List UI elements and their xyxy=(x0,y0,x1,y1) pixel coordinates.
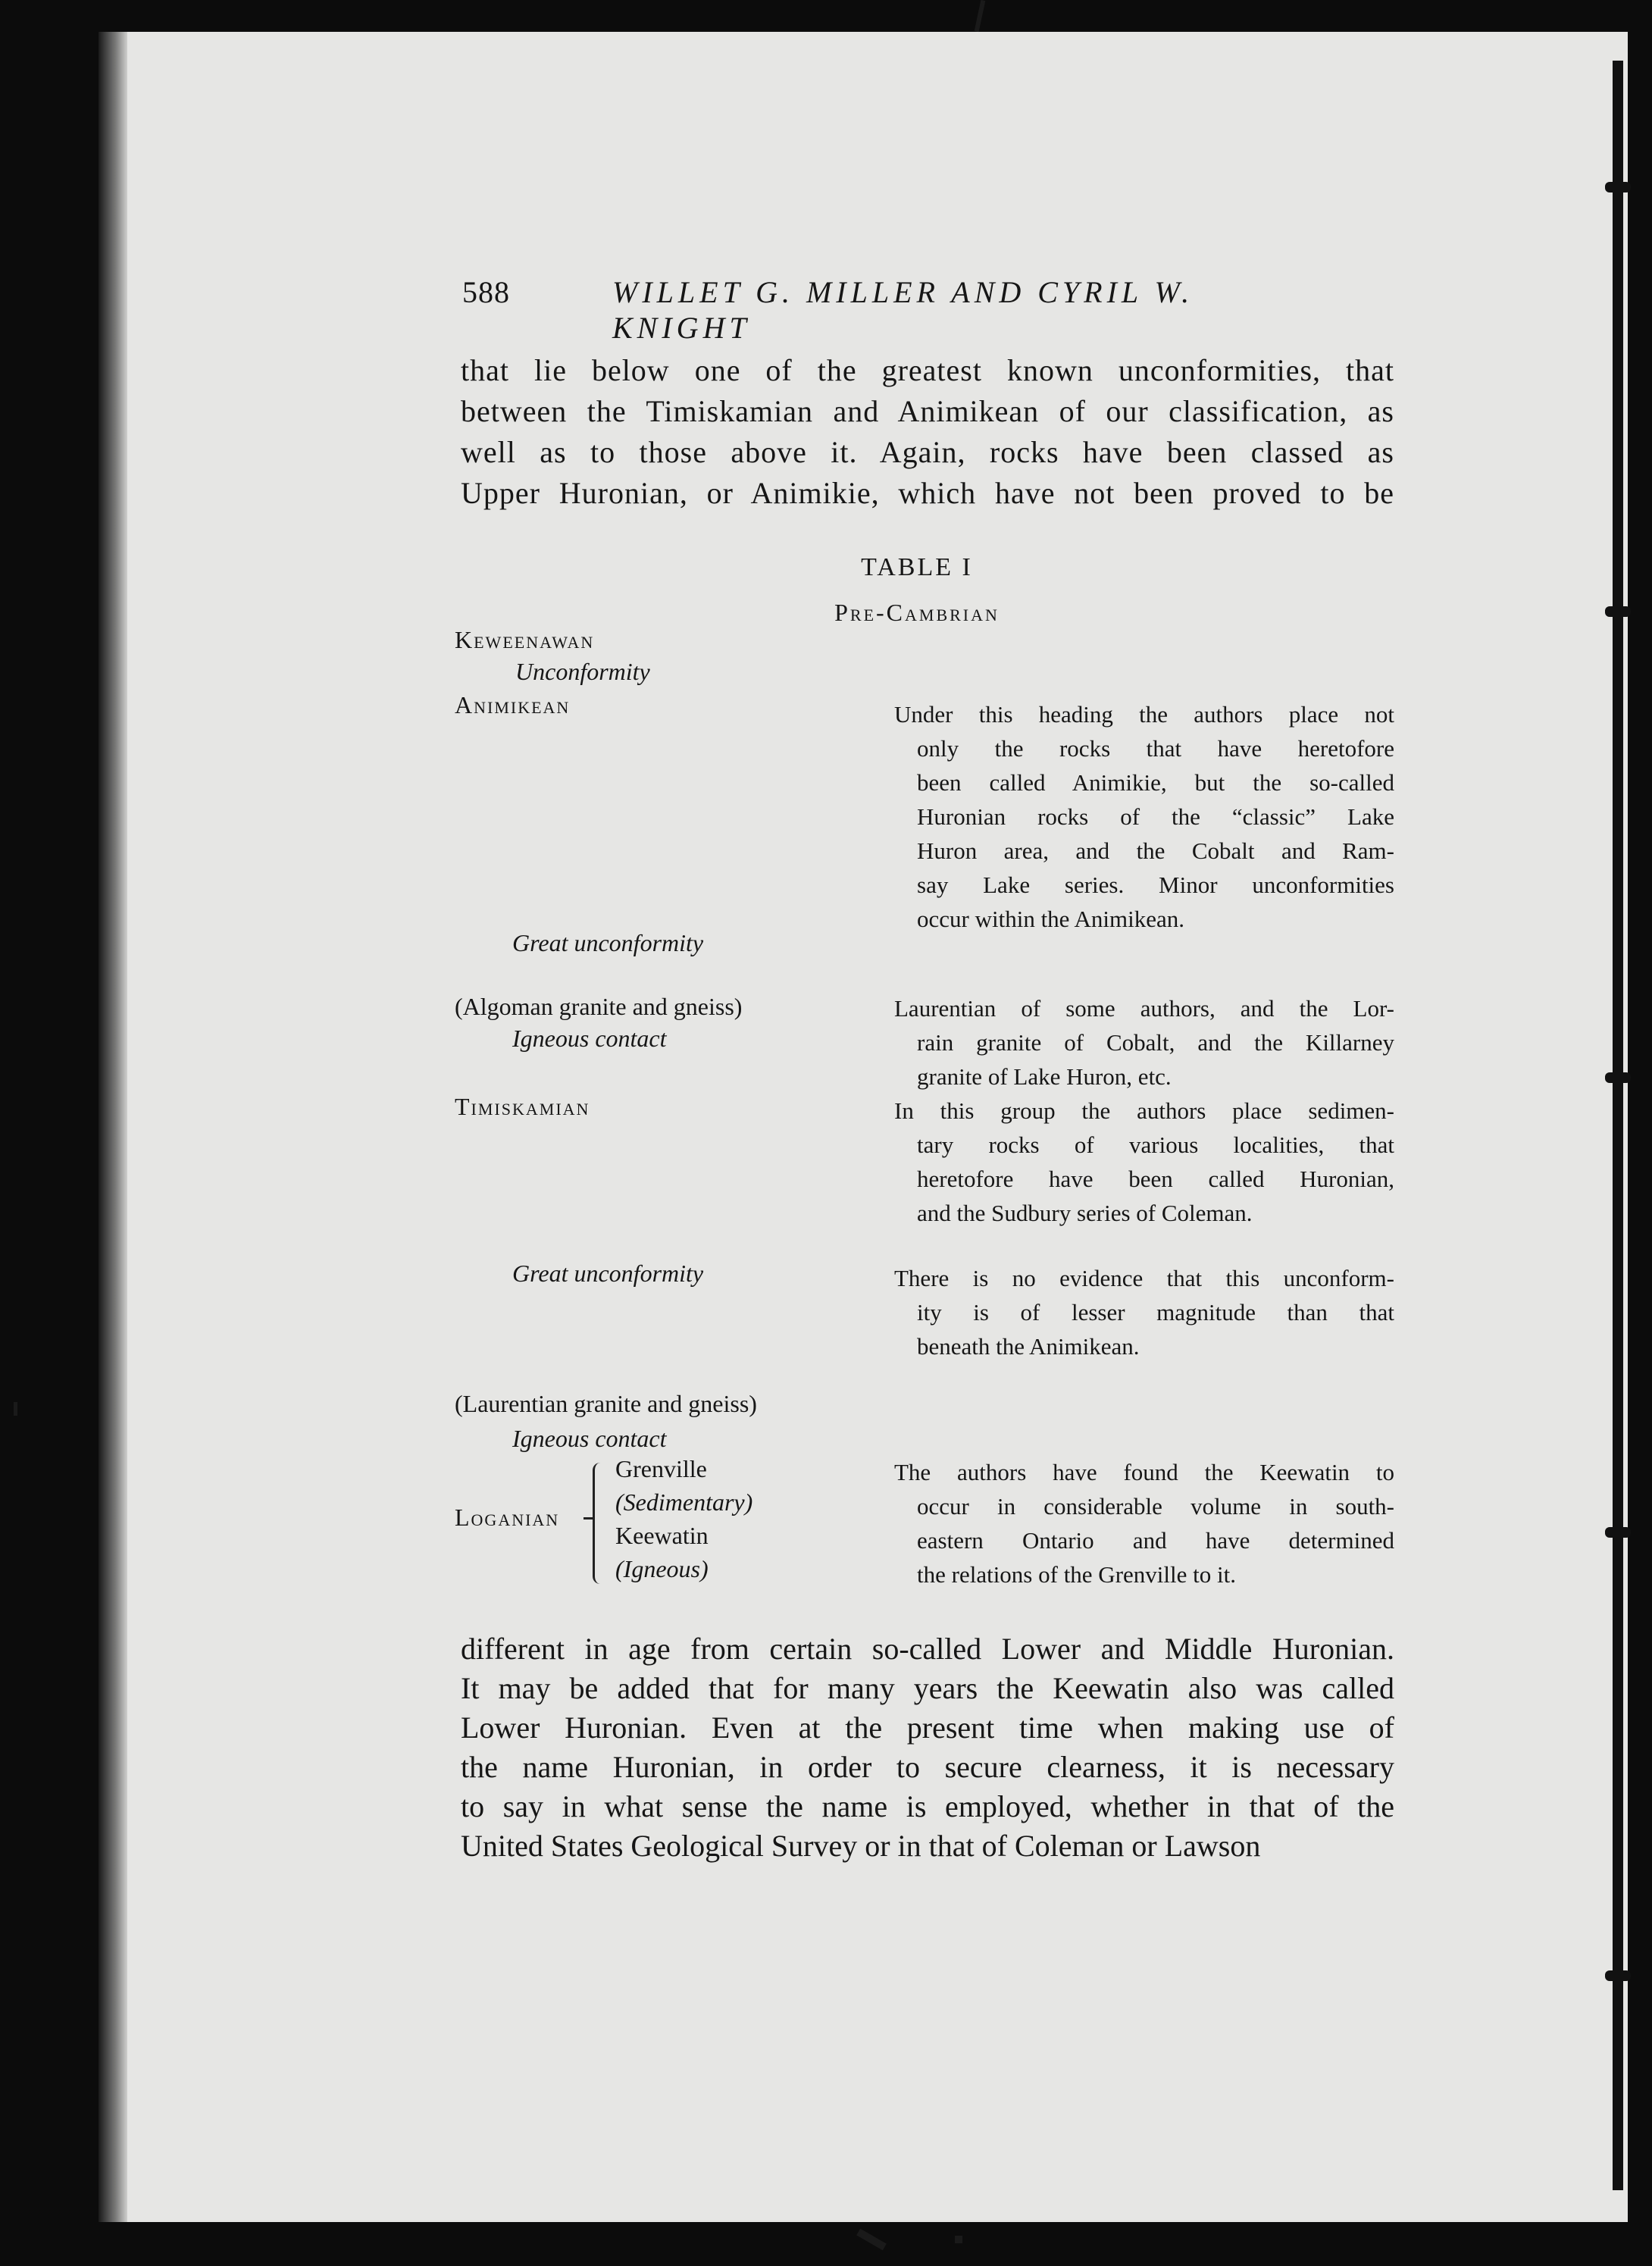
loganian-item: Keewatin xyxy=(615,1522,709,1549)
binding-staple xyxy=(1605,1072,1631,1083)
algoman-label: (Algoman granite and gneiss) xyxy=(455,993,743,1020)
text-line: Lower Huronian. Even at the present time when making use of xyxy=(461,1710,1394,1745)
laurentian-label: (Laurentian granite and gneiss) xyxy=(455,1390,757,1417)
text-line: United States Geological Survey or in that of Coleman or Lawson xyxy=(461,1829,1261,1863)
text-line: been called Animikie, but the so-called xyxy=(917,769,1394,796)
igneous-contact-label: Igneous contact xyxy=(512,1025,667,1052)
text-line: only the rocks that have heretofore xyxy=(917,735,1394,762)
scan-mark xyxy=(975,0,986,32)
unconformity-label: Unconformity xyxy=(515,658,650,685)
bottom-paragraph xyxy=(461,1629,1394,1866)
text-line: occur within the Animikean. xyxy=(917,906,1184,932)
era-animikean: Animikean xyxy=(455,691,571,718)
text-line: between the Timiskamian and Animikean of our classification, as xyxy=(461,394,1394,428)
text-line: well as to those above it. Again, rocks have been classed as xyxy=(461,435,1394,469)
loganian-brace xyxy=(593,1463,607,1584)
page-left-edge xyxy=(99,32,127,2222)
scan-mark xyxy=(856,2229,887,2251)
great-unconformity-label: Great unconformity xyxy=(512,1260,704,1287)
text-line: rain granite of Cobalt, and the Killarney xyxy=(917,1029,1394,1056)
text-line: In this group the authors place sedimen- xyxy=(894,1097,1394,1124)
binding-staple xyxy=(1605,182,1631,192)
loganian-note xyxy=(894,1455,1394,1592)
text-line: beneath the Animikean. xyxy=(917,1333,1140,1360)
animikean-note xyxy=(894,697,1394,936)
loganian-brace-tip xyxy=(584,1517,594,1520)
text-line: occur in considerable volume in south- xyxy=(917,1493,1394,1520)
unconformity-note xyxy=(894,1261,1394,1363)
text-line: the name Huronian, in order to secure clearness, it is necessary xyxy=(461,1750,1394,1784)
text-line: the relations of the Grenville to it. xyxy=(917,1561,1236,1588)
great-unconformity-label: Great unconformity xyxy=(512,929,704,956)
text-line: There is no evidence that this unconform- xyxy=(894,1265,1394,1291)
binding-edge xyxy=(1613,61,1623,2190)
era-timiskamian: Timiskamian xyxy=(455,1093,590,1120)
era-loganian: Loganian xyxy=(455,1504,560,1531)
text-line: to say in what sense the name is employed, whether in that of the xyxy=(461,1789,1394,1823)
running-head-authors: WILLET G. MILLER AND CYRIL W. KNIGHT xyxy=(612,275,1194,345)
text-line: Laurentian of some authors, and the Lor- xyxy=(894,995,1394,1022)
text-line: granite of Lake Huron, etc. xyxy=(917,1063,1172,1090)
top-paragraph xyxy=(461,350,1394,514)
text-line: Huronian rocks of the “classic” Lake xyxy=(917,803,1394,830)
table-subtitle: Pre-Cambrian xyxy=(834,599,1000,626)
text-line: tary rocks of various localities, that xyxy=(917,1131,1394,1158)
text-line: Under this heading the authors place not xyxy=(894,701,1394,728)
text-line: ity is of lesser magnitude than that xyxy=(917,1299,1394,1325)
loganian-item: (Igneous) xyxy=(615,1555,709,1582)
timiskamian-note xyxy=(894,1094,1394,1230)
text-line: eastern Ontario and have determined xyxy=(917,1527,1394,1554)
text-line: different in age from certain so-called Lower and Middle Huronian. xyxy=(461,1632,1394,1666)
loganian-item: Grenville xyxy=(615,1455,707,1482)
text-line: Huron area, and the Cobalt and Ram- xyxy=(917,837,1394,864)
scan-mark xyxy=(955,2236,962,2243)
igneous-contact-label: Igneous contact xyxy=(512,1425,667,1452)
text-line: It may be added that for many years the Keewatin also was called xyxy=(461,1671,1394,1705)
scan-mark xyxy=(14,1402,17,1416)
table-title: TABLE I xyxy=(861,553,973,581)
era-keweenawan: Keweenawan xyxy=(455,626,595,653)
algoman-note xyxy=(894,991,1394,1094)
binding-staple xyxy=(1605,1527,1631,1538)
text-line: say Lake series. Minor unconformities xyxy=(917,872,1394,898)
text-line: Upper Huronian, or Animikie, which have not been proved to be xyxy=(461,476,1394,510)
text-line: that lie below one of the greatest known unconformities, that xyxy=(461,353,1394,387)
text-line: The authors have found the Keewatin to xyxy=(894,1459,1394,1485)
text-line: heretofore have been called Huronian, xyxy=(917,1166,1394,1192)
text-line: and the Sudbury series of Coleman. xyxy=(917,1200,1253,1226)
loganian-item: (Sedimentary) xyxy=(615,1488,753,1516)
binding-staple xyxy=(1605,1970,1631,1981)
page-number: 588 xyxy=(462,275,510,309)
